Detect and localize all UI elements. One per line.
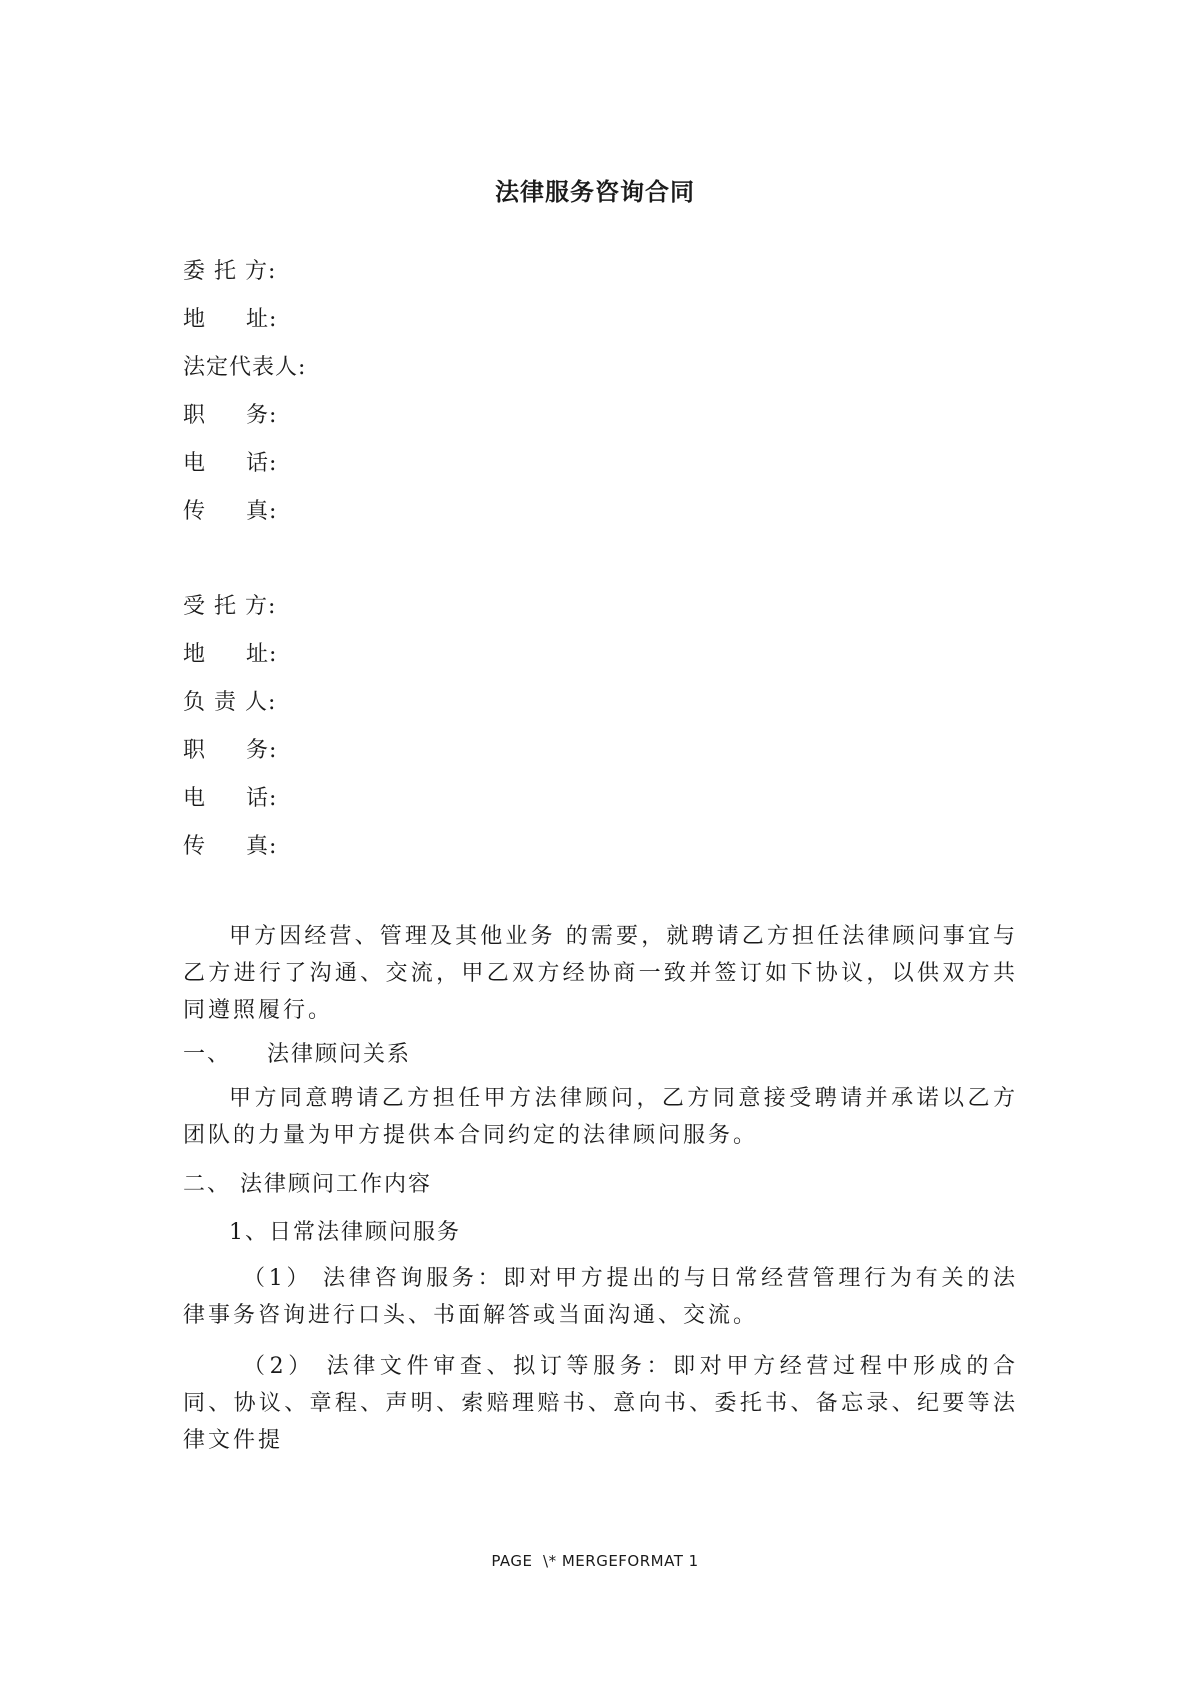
item1-2-paragraph: （2） 法律文件审查、拟订等服务：即对甲方经营过程中形成的合同、协议、章程、声明、索赔理赔书、意向书、委托书、备忘录、纪要等法律文件提 bbox=[183, 1354, 1018, 1453]
item1-1-paragraph: （1） 法律咨询服务：即对甲方提出的与日常经营管理行为有关的法律事务咨询进行口头、书面解答或当面沟通、交流。 bbox=[183, 1266, 1018, 1328]
client-legal-rep-label: 法定代表人: bbox=[183, 355, 307, 380]
client-fax-label: 传 真: bbox=[183, 499, 278, 524]
intro-paragraph: 甲方因经营、管理及其他业务 的需要，就聘请乙方担任法律顾问事宜与乙方进行了沟通、交流，甲乙双方经协商一致并签订如下协议，以供双方共同遵照履行。 bbox=[183, 924, 1018, 1023]
client-party-label: 委 托 方: bbox=[183, 259, 277, 284]
page-number-field: PAGE \* MERGEFORMAT 1 bbox=[491, 1552, 699, 1570]
agent-party-label: 受 托 方: bbox=[183, 594, 277, 619]
section1-paragraph: 甲方同意聘请乙方担任甲方法律顾问，乙方同意接受聘请并承诺以乙方团队的力量为甲方提供本合同约定的法律顾问服务。 bbox=[183, 1086, 1018, 1148]
agent-position-label: 职 务: bbox=[183, 738, 278, 763]
agent-fax-label: 传 真: bbox=[183, 834, 278, 859]
item1-heading: 1、日常法律顾问服务 bbox=[229, 1220, 461, 1245]
document-title: 法律服务咨询合同 bbox=[495, 177, 695, 206]
section2-heading: 二、 法律顾问工作内容 bbox=[183, 1172, 432, 1197]
section1-heading: 一、 法律顾问关系 bbox=[183, 1042, 411, 1067]
client-position-label: 职 务: bbox=[183, 403, 278, 428]
agent-address-label: 地 址: bbox=[183, 642, 278, 667]
agent-responsible-label: 负 责 人: bbox=[183, 690, 277, 715]
client-address-label: 地 址: bbox=[183, 307, 278, 332]
client-phone-label: 电 话: bbox=[183, 451, 278, 476]
agent-phone-label: 电 话: bbox=[183, 786, 278, 811]
